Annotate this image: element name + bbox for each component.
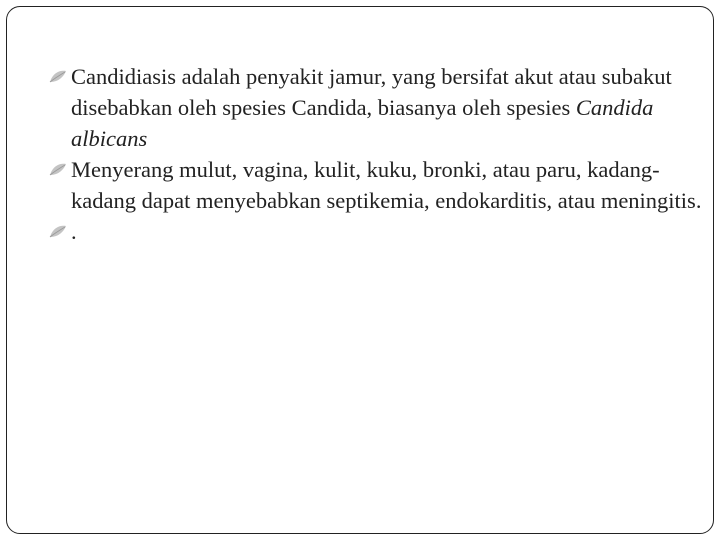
bullet-text-symptoms: Menyerang mulut, vagina, kulit, kuku, bronki, atau paru, kadang-kadang dapat menyebabkan septikemia, endokarditis, atau meningitis. [71,157,702,213]
bullet-text-definition: Candidiasis adalah penyakit jamur, yang bersifat akut atau subakut disebabkan oleh spesies Candida, biasanya oleh spesies [71,64,672,120]
leaf-bullet-icon [49,225,67,239]
leaf-bullet-icon [49,163,67,177]
bullet-item-symptoms [47,154,707,216]
bullet-text-empty: . [71,219,77,244]
bullet-item-definition [47,61,707,154]
leaf-bullet-icon [49,70,67,84]
bullet-item-empty [47,216,707,247]
slide-content [47,61,707,247]
species-name-italic: Candida albicans [71,95,654,151]
slide-frame [6,6,714,534]
